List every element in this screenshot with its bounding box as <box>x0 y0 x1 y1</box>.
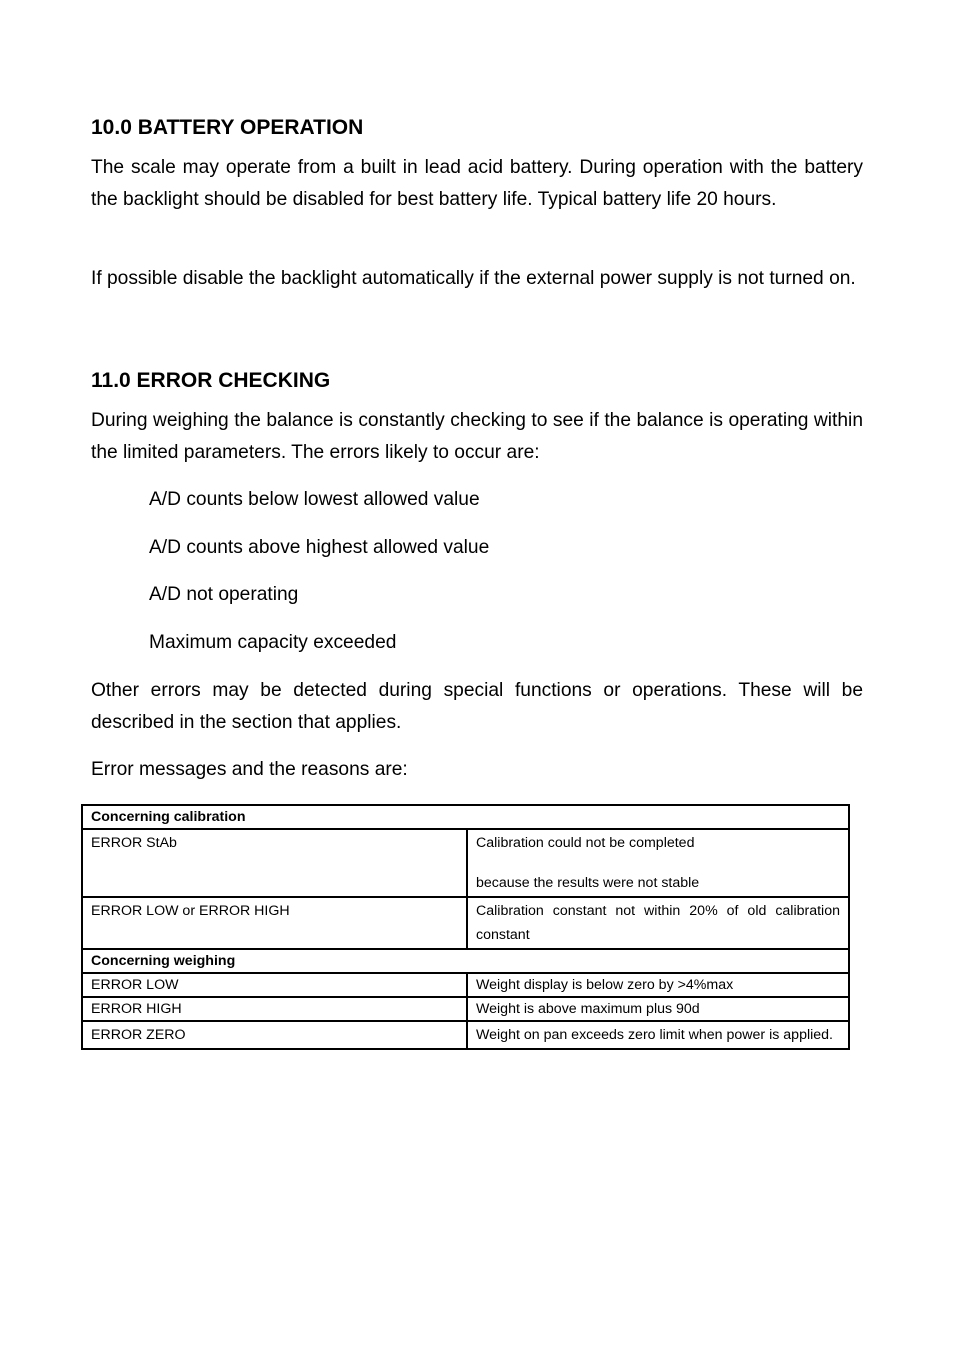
error-reason-cell: Weight is above maximum plus 90d <box>467 997 849 1021</box>
table-row <box>82 997 849 1021</box>
error-reason-cell: Calibration constant not within 20% of old calibration constant <box>467 897 849 949</box>
weighing-section-header: Concerning weighing <box>82 949 849 973</box>
error-reason-cell: Weight on pan exceeds zero limit when power is applied. <box>467 1021 849 1049</box>
error-paragraph-3: Error messages and the reasons are: <box>91 759 408 780</box>
table-row <box>82 1021 849 1049</box>
error-code-cell: ERROR StAb <box>82 829 467 897</box>
error-list-item: Maximum capacity exceeded <box>149 632 397 653</box>
table-section-row <box>82 805 849 829</box>
error-messages-table <box>81 804 850 1050</box>
error-reason-cell: Weight display is below zero by >4%max <box>467 973 849 997</box>
battery-paragraph-1: The scale may operate from a built in lead acid battery. During operation with the battery the backlight should be disabled for best battery life. Typical battery life 20 hours. <box>91 157 863 210</box>
battery-paragraph-2: If possible disable the backlight automatically if the external power supply is not turned on. <box>91 268 856 289</box>
error-code-cell: ERROR LOW or ERROR HIGH <box>82 897 467 949</box>
error-reason-line: Calibration could not be completed <box>476 835 695 851</box>
error-reason-line: because the results were not stable <box>476 875 700 891</box>
error-code-cell: ERROR HIGH <box>82 997 467 1021</box>
table-row <box>82 973 849 997</box>
error-list-item: A/D counts below lowest allowed value <box>149 489 480 510</box>
error-paragraph-1: During weighing the balance is constantly checking to see if the balance is operating within the limited parameters. The errors likely to occur are: <box>91 410 863 463</box>
error-code-cell: ERROR ZERO <box>82 1021 467 1049</box>
battery-heading: 10.0 BATTERY OPERATION <box>91 116 364 139</box>
error-list-item: A/D not operating <box>149 584 299 605</box>
error-reason-cell <box>467 829 849 897</box>
error-list-item: A/D counts above highest allowed value <box>149 537 490 558</box>
table-section-row <box>82 949 849 973</box>
calibration-section-header: Concerning calibration <box>82 805 849 829</box>
table-row <box>82 829 849 897</box>
table-row <box>82 897 849 949</box>
error-checking-heading: 11.0 ERROR CHECKING <box>91 369 331 392</box>
error-code-cell: ERROR LOW <box>82 973 467 997</box>
error-paragraph-2: Other errors may be detected during special functions or operations. These will be described in the section that applies. <box>91 680 863 733</box>
